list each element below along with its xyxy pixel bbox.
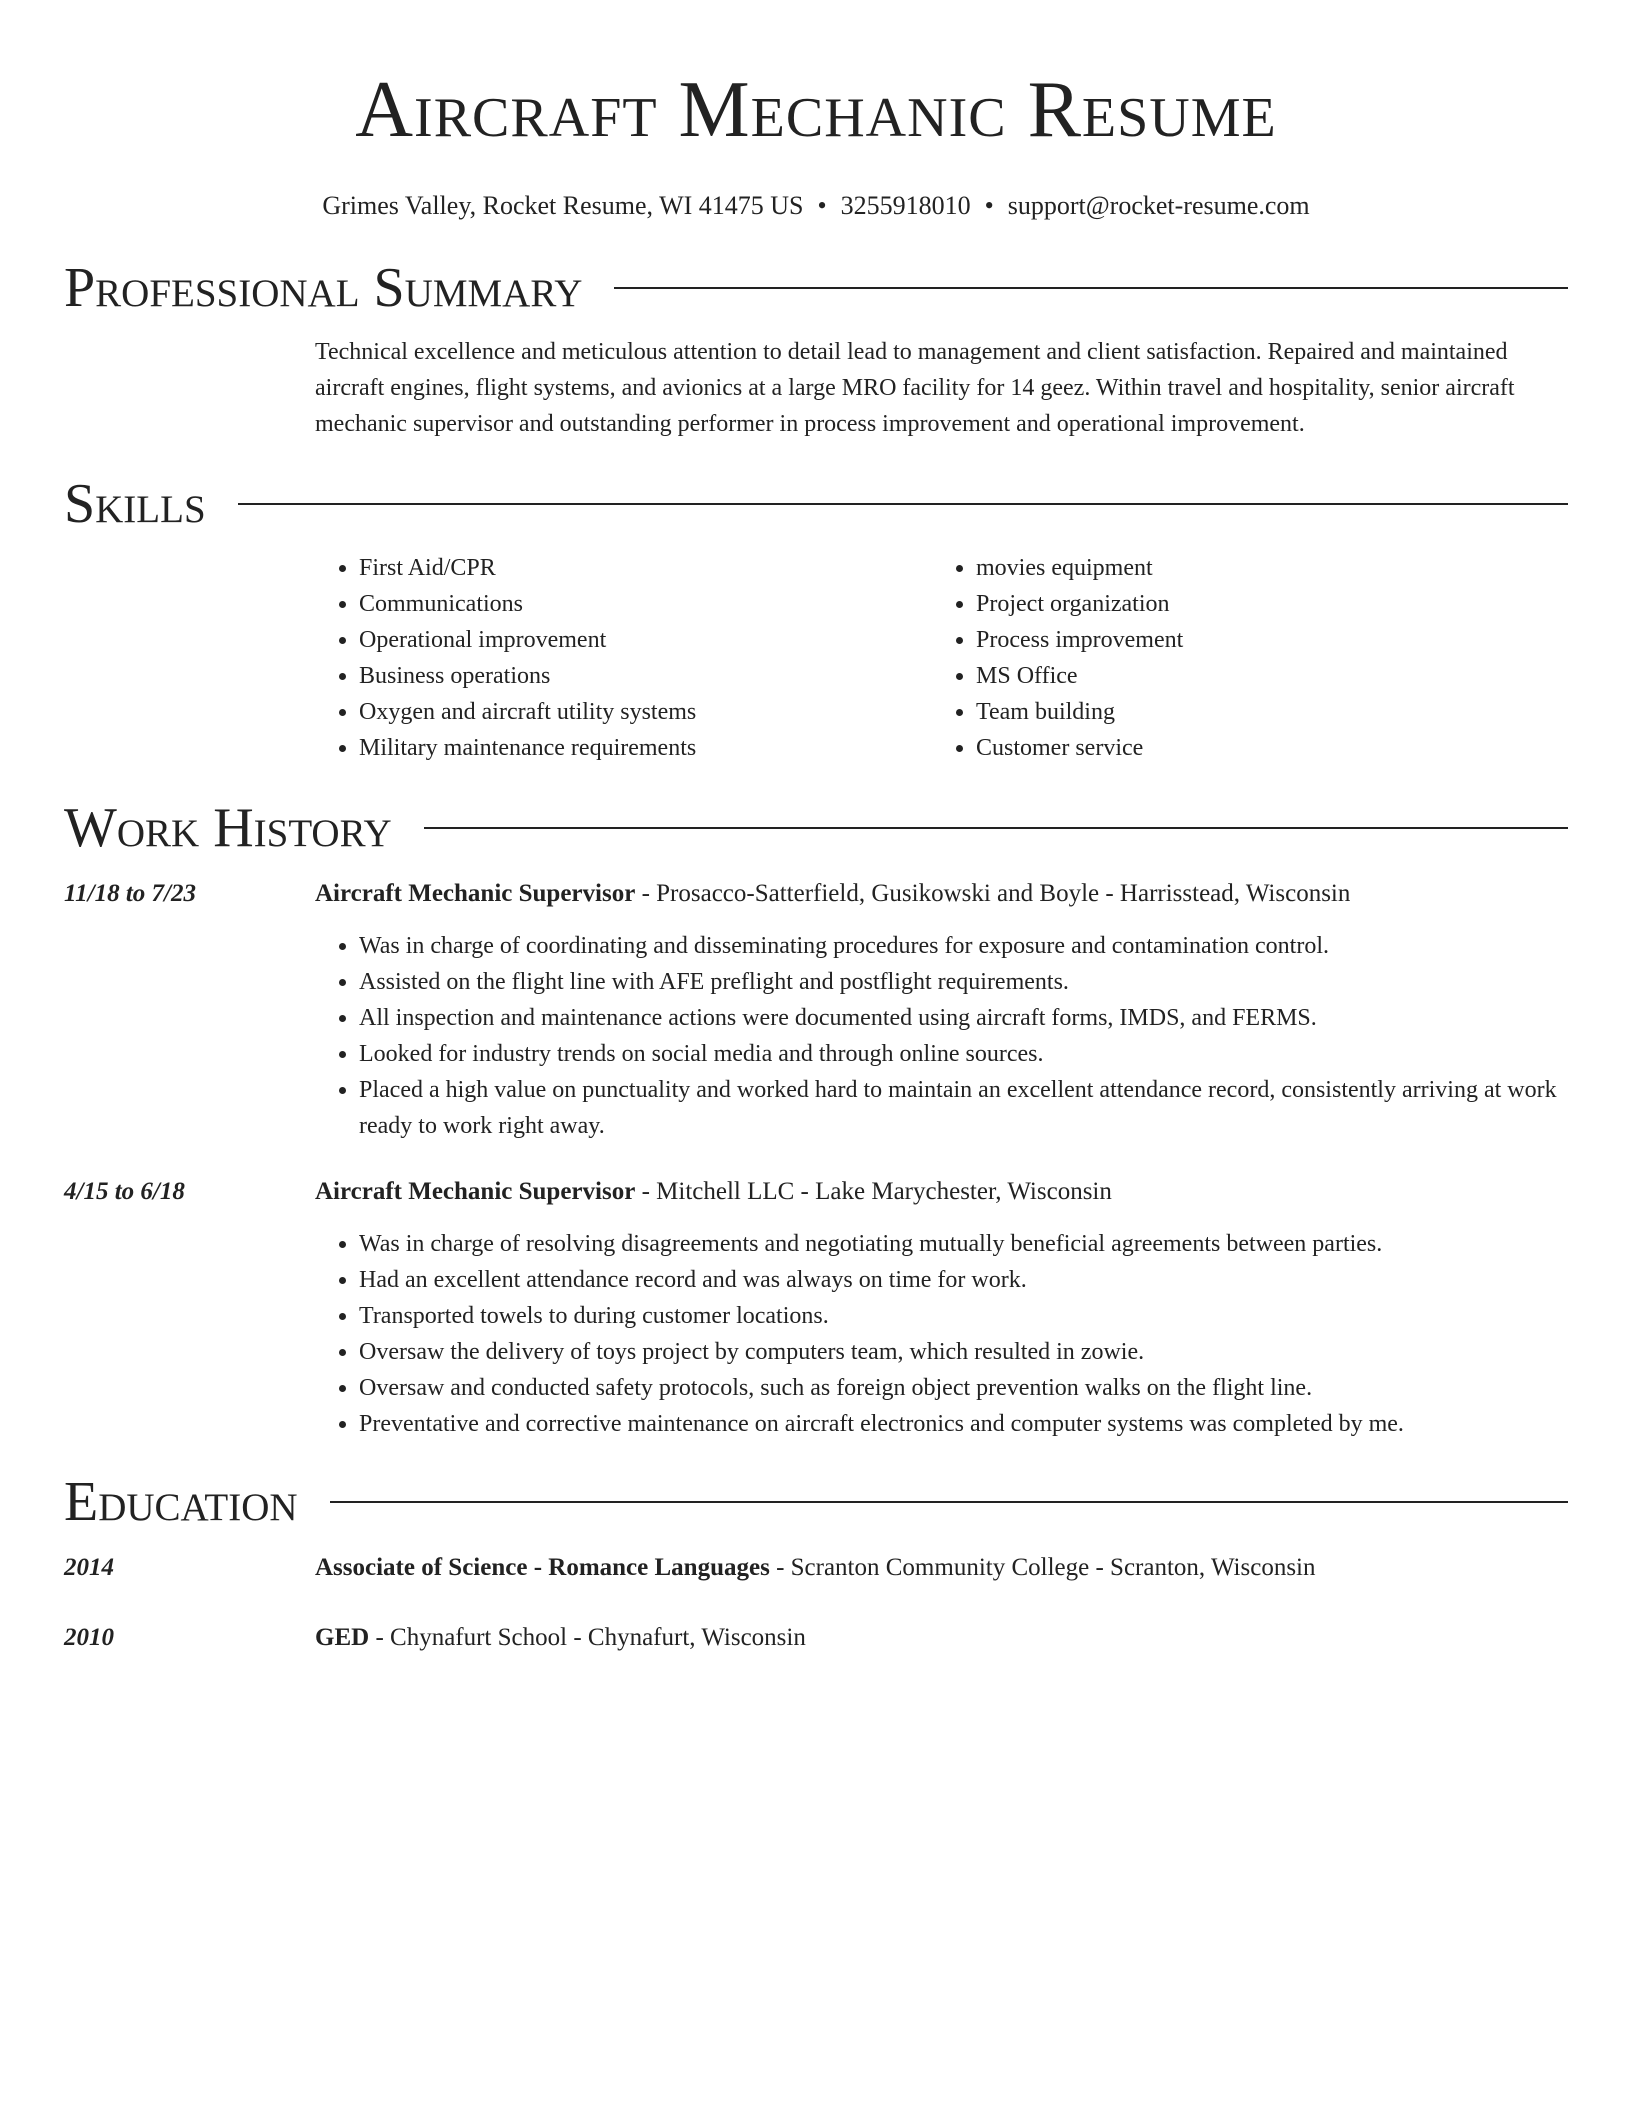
job-bullet: • Preventative and corrective maintenance on aircraft electronics and computer systems was completed by me. xyxy=(359,1406,1568,1442)
summary-section xyxy=(64,256,1568,442)
contact-phone: 3255918010 xyxy=(840,191,971,220)
contact-separator: • xyxy=(817,191,827,220)
work-history-title: Work History xyxy=(64,797,392,859)
skill-item: • Operational improvement xyxy=(359,622,932,658)
summary-body xyxy=(315,334,1568,442)
job-entry xyxy=(64,876,1568,1144)
section-divider xyxy=(238,503,1568,505)
job-details: - Mitchell LLC - Lake Marychester, Wisconsin xyxy=(635,1178,1112,1205)
education-heading xyxy=(315,1550,1568,1586)
job-bullets xyxy=(315,1226,1568,1442)
job-bullet: • Transported towels to during customer locations. xyxy=(359,1298,1568,1334)
work-history-header xyxy=(64,796,1568,860)
skill-item: • MS Office xyxy=(976,658,1549,694)
skills-columns xyxy=(315,550,1568,766)
summary-title: Professional Summary xyxy=(64,257,583,319)
job-role: Aircraft Mechanic Supervisor xyxy=(315,880,636,907)
job-bullet: • Placed a high value on punctuality and worked hard to maintain an excellent attendance record, consistently arriving at work ready to work right away. xyxy=(359,1072,1568,1144)
education-title: Education xyxy=(64,1471,298,1533)
job-dates: 4/15 to 6/18 xyxy=(64,1178,185,1205)
job-dates: 11/18 to 7/23 xyxy=(64,880,196,907)
job-bullet: • Was in charge of resolving disagreements and negotiating mutually beneficial agreements between parties. xyxy=(359,1226,1568,1262)
job-details: - Prosacco-Satterfield, Gusikowski and Boyle - Harrisstead, Wisconsin xyxy=(635,880,1351,907)
job-main xyxy=(315,876,1568,1144)
skill-item: • Business operations xyxy=(359,658,932,694)
contact-address: Grimes Valley, Rocket Resume, WI 41475 US xyxy=(322,191,804,220)
skill-item: • movies equipment xyxy=(976,550,1549,586)
education-entry xyxy=(64,1620,1568,1656)
education-details: - Chynafurt School - Chynafurt, Wisconsin xyxy=(369,1624,806,1651)
skill-item: • Process improvement xyxy=(976,622,1549,658)
skill-item: • Oxygen and aircraft utility systems xyxy=(359,694,932,730)
skill-item: • Customer service xyxy=(976,730,1549,766)
education-degree: Associate of Science - Romance Languages xyxy=(315,1554,770,1581)
education-degree: GED xyxy=(315,1624,370,1651)
job-bullet: • Looked for industry trends on social media and through online sources. xyxy=(359,1036,1568,1072)
job-heading xyxy=(315,1174,1568,1210)
section-divider xyxy=(614,287,1568,289)
education-details: - Scranton Community College - Scranton, Wisconsin xyxy=(769,1554,1316,1581)
skill-item: • Military maintenance requirements xyxy=(359,730,932,766)
education-section xyxy=(64,1470,1568,1656)
job-entry xyxy=(64,1174,1568,1442)
work-history-section xyxy=(64,796,1568,1442)
skills-title: Skills xyxy=(64,473,206,535)
education-entry xyxy=(64,1550,1568,1586)
job-bullets xyxy=(315,928,1568,1144)
skills-list-right xyxy=(932,550,1549,766)
education-header xyxy=(64,1470,1568,1534)
skill-item: • Project organization xyxy=(976,586,1549,622)
job-bullet: • All inspection and maintenance actions were documented using aircraft forms, IMDS, and FERMS. xyxy=(359,1000,1568,1036)
education-year: 2010 xyxy=(64,1624,114,1651)
skill-item: • Team building xyxy=(976,694,1549,730)
contact-separator: • xyxy=(984,191,994,220)
job-bullet: • Assisted on the flight line with AFE preflight and postflight requirements. xyxy=(359,964,1568,1000)
job-bullet: • Oversaw the delivery of toys project by computers team, which resulted in zowie. xyxy=(359,1334,1568,1370)
skills-list-left xyxy=(315,550,932,766)
contact-line xyxy=(64,190,1568,222)
section-divider xyxy=(330,1501,1568,1503)
job-bullet: • Oversaw and conducted safety protocols, such as foreign object prevention walks on the flight line. xyxy=(359,1370,1568,1406)
job-heading xyxy=(315,876,1568,912)
section-divider xyxy=(424,827,1568,829)
education-heading xyxy=(315,1620,1568,1656)
summary-text: Technical excellence and meticulous attention to detail lead to management and client satisfaction. Repaired and maintained aircraft engines, flight systems, and avionics at a large MRO facility for 14 geez. Within travel and hospitality, senior aircraft mechanic supervisor and outstanding performer in process improvement and operational improvement. xyxy=(315,339,1515,437)
job-main xyxy=(315,1174,1568,1442)
job-bullet: • Had an excellent attendance record and was always on time for work. xyxy=(359,1262,1568,1298)
education-year: 2014 xyxy=(64,1554,114,1581)
summary-header xyxy=(64,256,1568,320)
skill-item: • First Aid/CPR xyxy=(359,550,932,586)
skills-header xyxy=(64,472,1568,536)
contact-email: support@rocket-resume.com xyxy=(1007,191,1310,220)
resume-title: Aircraft Mechanic Resume xyxy=(355,66,1277,154)
job-role: Aircraft Mechanic Supervisor xyxy=(315,1178,636,1205)
job-bullet: • Was in charge of coordinating and disseminating procedures for exposure and contamination control. xyxy=(359,928,1568,964)
skills-section xyxy=(64,472,1568,766)
skill-item: • Communications xyxy=(359,586,932,622)
